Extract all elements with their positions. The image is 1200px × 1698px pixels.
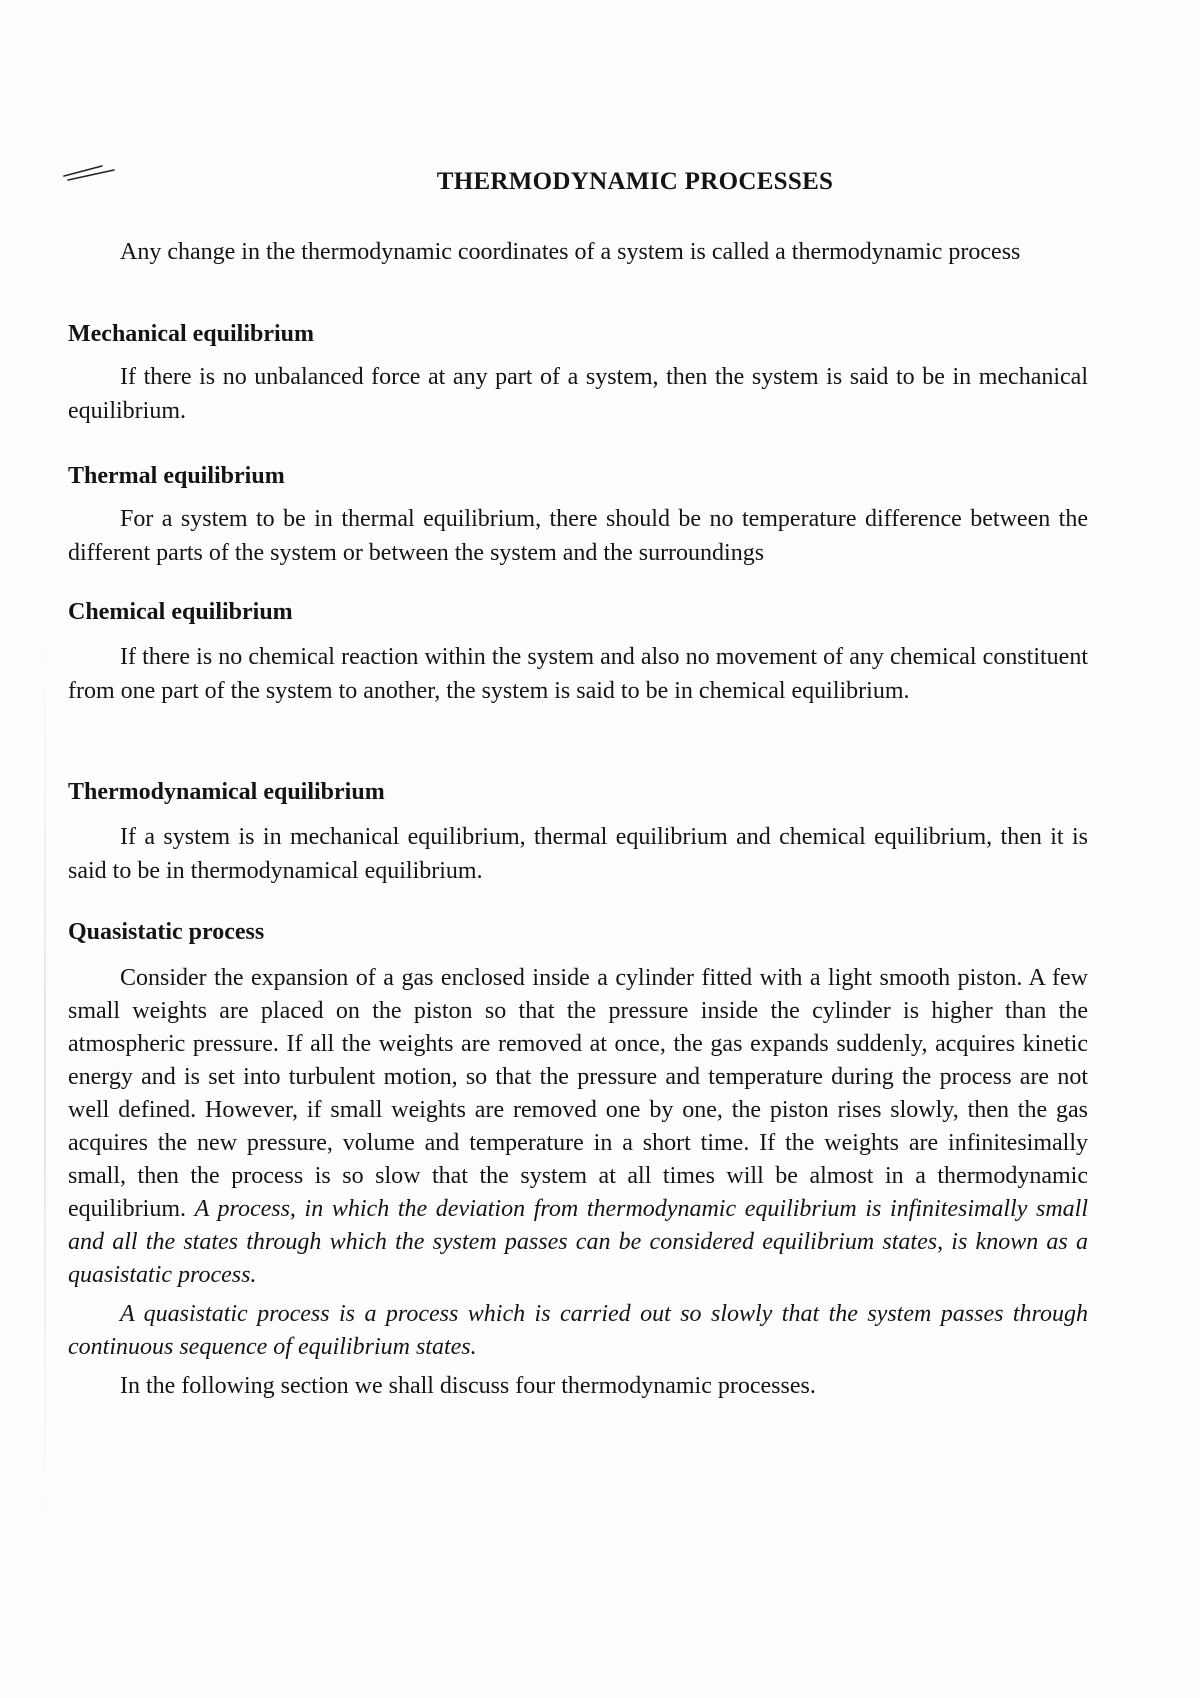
section-heading: Quasistatic process [68,919,265,945]
closing-paragraph: In the following section we shall discuss four thermodynamic processes. [120,1373,816,1399]
section-body: If there is no unbalanced force at any part of a system, then the system is said to be in mechanical equilibrium. [68,364,1088,424]
section-chemical [68,596,1088,708]
intro-paragraph: Any change in the thermodynamic coordinates of a system is called a thermodynamic process [120,239,1021,265]
section-thermal [68,460,1088,570]
section-heading: Mechanical equilibrium [68,321,314,347]
scan-shadow [44,620,46,1540]
intro-paragraph-block [68,232,1088,272]
section-heading: Chemical equilibrium [68,599,293,625]
section-mechanical [68,318,1088,428]
quasistatic-body-plain: Consider the expansion of a gas enclosed inside a cylinder fitted with a light smooth piston. A few small weights are placed on the piston so that the pressure inside the cylinder is higher than the atmospheric pressure. If all the weights are removed at once, the gas expands suddenly, acquires kinetic energy and is set into turbulent motion, so that the pressure and temperature during the process are not well defined. However, if small weights are removed one by one, the piston rises slowly, then the gas acquires the new pressure, volume and temperature in a short time. If the weights are infinitesimally small, then the process is so slow that the system at all times will be almost in a thermodynamic equilibrium. [68,965,1088,1222]
quasistatic-definition: A quasistatic process is a process which is carried out so slowly that the system passes through continuous sequence of equilibrium states. [68,1301,1088,1360]
section-thermodynamical [68,776,1088,888]
section-quasistatic [68,916,1088,1403]
section-body: If there is no chemical reaction within the system and also no movement of any chemical constituent from one part of the system to another, the system is said to be in chemical equilibrium. [68,644,1088,704]
page-title: THERMODYNAMIC PROCESSES [436,168,834,195]
section-body: If a system is in mechanical equilibrium, thermal equilibrium and chemical equilibrium, then it is said to be in thermodynamical equilibrium. [68,824,1088,884]
quasistatic-body-italic: A process, in which the deviation from thermodynamic equilibrium is infinitesimally small and all the states through which the system passes can be considered equilibrium states, is known as a quasistatic process. [68,1196,1088,1288]
section-body: For a system to be in thermal equilibrium, there should be no temperature difference between the different parts of the system or between the system and the surroundings [68,506,1088,566]
section-heading: Thermal equilibrium [68,463,285,489]
section-heading: Thermodynamical equilibrium [68,779,385,805]
quasistatic-body [68,962,1088,1292]
